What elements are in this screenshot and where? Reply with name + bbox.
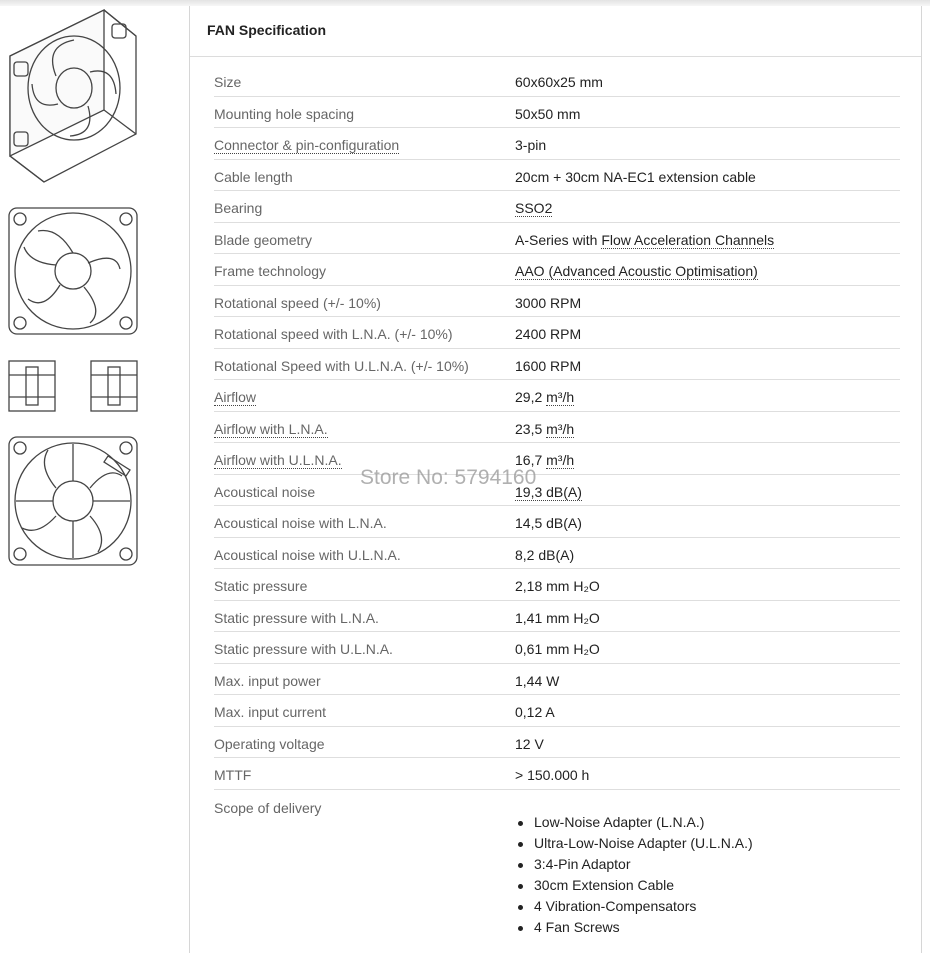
scope-list xyxy=(515,814,753,940)
spec-value-number: 23,5 xyxy=(515,420,543,437)
spec-table xyxy=(214,65,900,953)
spec-value: > 150.000 h xyxy=(515,767,590,783)
spec-label: Blade geometry xyxy=(214,231,313,248)
spec-row-noise xyxy=(214,475,900,507)
list-item: 30cm Extension Cable xyxy=(515,877,753,898)
spec-label: MTTF xyxy=(214,767,252,783)
spec-value: 3-pin xyxy=(515,137,547,153)
fan-side-drawing xyxy=(8,357,138,415)
spec-label: Operating voltage xyxy=(214,735,325,752)
unit-info-link[interactable]: m³/h xyxy=(546,452,575,468)
spec-label: Rotational speed with L.N.A. (+/- 10%) xyxy=(214,326,453,342)
list-item: Ultra-Low-Noise Adapter (U.L.N.A.) xyxy=(515,835,753,856)
spec-label: Mounting hole spacing xyxy=(214,105,355,122)
spec-row-airflow-lna xyxy=(214,412,900,444)
spec-row-cable xyxy=(214,160,900,192)
spec-row-speed-lna xyxy=(214,317,900,349)
spec-value: 2,18 mm H₂O xyxy=(515,578,600,594)
list-item: 3:4-Pin Adaptor xyxy=(515,856,753,877)
spec-row-frame xyxy=(214,254,900,286)
spec-row-pressure xyxy=(214,569,900,601)
unit-info-link[interactable]: m³/h xyxy=(546,420,575,437)
connector-info-link[interactable]: Connector & pin-configuration xyxy=(214,137,400,153)
spec-value xyxy=(515,232,774,248)
spec-panel xyxy=(189,6,922,953)
spec-row-mttf xyxy=(214,758,900,790)
spec-label: Acoustical noise xyxy=(214,483,316,500)
airflow-info-link[interactable]: Airflow xyxy=(214,389,257,405)
fan-drawings-column xyxy=(0,0,190,953)
spec-value: 1,44 W xyxy=(515,672,560,689)
spec-value xyxy=(515,389,574,405)
spec-row-pressure-lna xyxy=(214,601,900,633)
spec-row-airflow-ulna xyxy=(214,443,900,475)
spec-value: 1600 RPM xyxy=(515,357,582,374)
spec-label: Scope of delivery xyxy=(214,799,322,816)
spec-label: Static pressure with L.N.A. xyxy=(214,609,379,626)
spec-row-scope xyxy=(214,790,900,953)
spec-label: Size xyxy=(214,74,242,90)
spec-value-prefix: A-Series with xyxy=(515,231,602,248)
spec-row-mounting xyxy=(214,97,900,129)
spec-row-speed xyxy=(214,286,900,318)
spec-label: Static pressure with U.L.N.A. xyxy=(214,641,393,657)
fan-back-drawing xyxy=(8,436,138,566)
spec-row-noise-ulna xyxy=(214,538,900,570)
list-item: Low-Noise Adapter (L.N.A.) xyxy=(515,814,753,835)
spec-row-blade xyxy=(214,223,900,255)
spec-label: Rotational speed (+/- 10%) xyxy=(214,294,381,311)
spec-value: 14,5 dB(A) xyxy=(515,515,582,531)
spec-label: Bearing xyxy=(214,200,263,216)
flow-channels-link[interactable]: Flow Acceleration Channels xyxy=(601,231,775,248)
airflow-ulna-info-link[interactable]: Airflow with U.L.N.A. xyxy=(214,452,342,468)
spec-value: 1,41 mm H₂O xyxy=(515,609,600,626)
spec-label: Cable length xyxy=(214,168,293,185)
noise-info-link[interactable]: 19,3 dB(A) xyxy=(515,483,582,500)
spec-row-pressure-ulna xyxy=(214,632,900,664)
spec-row-speed-ulna xyxy=(214,349,900,381)
aao-info-link[interactable]: AAO (Advanced Acoustic Optimisation) xyxy=(515,263,758,279)
spec-row-size xyxy=(214,65,900,97)
spec-row-noise-lna xyxy=(214,506,900,538)
spec-label: Frame technology xyxy=(214,263,327,279)
spec-value: 3000 RPM xyxy=(515,294,582,311)
spec-value: 60x60x25 mm xyxy=(515,74,603,90)
spec-value: 8,2 dB(A) xyxy=(515,546,575,563)
list-item: 4 Vibration-Compensators xyxy=(515,898,753,919)
spec-value-number: 16,7 xyxy=(515,452,543,468)
spec-value: 50x50 mm xyxy=(515,105,581,122)
spec-value: 2400 RPM xyxy=(515,326,582,342)
store-watermark: Store No: 5794160 xyxy=(360,466,537,489)
fan-isometric-drawing xyxy=(4,6,140,186)
spec-label: Rotational Speed with U.L.N.A. (+/- 10%) xyxy=(214,357,469,374)
spec-value xyxy=(515,421,574,437)
spec-row-current xyxy=(214,695,900,727)
spec-row-connector xyxy=(214,128,900,160)
spec-value: 12 V xyxy=(515,735,544,752)
unit-info-link[interactable]: m³/h xyxy=(546,389,575,405)
spec-value-number: 29,2 xyxy=(515,389,543,405)
spec-row-power xyxy=(214,664,900,696)
spec-value: 0,12 A xyxy=(515,704,555,720)
fan-front-drawing xyxy=(8,207,138,335)
spec-label: Max. input current xyxy=(214,704,327,720)
panel-title: FAN Specification xyxy=(190,6,921,57)
spec-row-bearing xyxy=(214,191,900,223)
spec-label: Acoustical noise with L.N.A. xyxy=(214,515,387,531)
spec-label: Max. input power xyxy=(214,672,321,689)
list-item: 4 Fan Screws xyxy=(515,919,753,940)
spec-value: 20cm + 30cm NA-EC1 extension cable xyxy=(515,168,756,185)
bearing-info-link[interactable]: SSO2 xyxy=(515,200,553,216)
airflow-lna-info-link[interactable]: Airflow with L.N.A. xyxy=(214,420,328,437)
spec-label: Acoustical noise with U.L.N.A. xyxy=(214,546,401,563)
spec-row-voltage xyxy=(214,727,900,759)
spec-value: 0,61 mm H₂O xyxy=(515,641,600,657)
spec-label: Static pressure xyxy=(214,578,308,594)
spec-row-airflow xyxy=(214,380,900,412)
